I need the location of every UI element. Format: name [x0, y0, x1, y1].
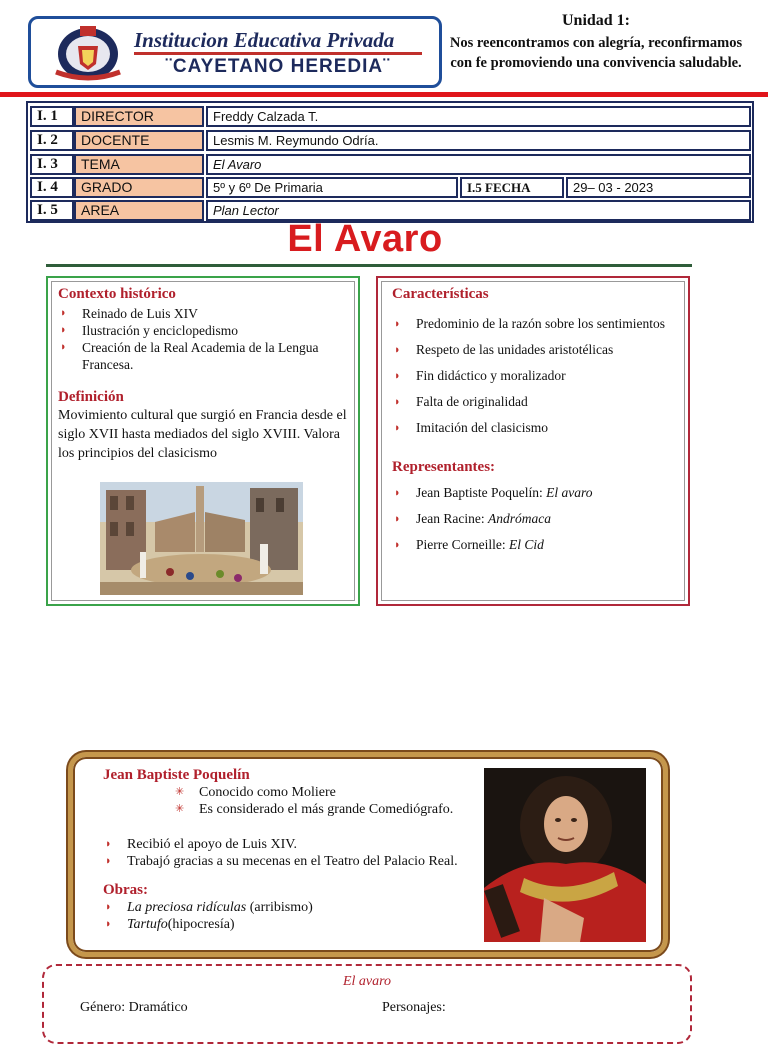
representative-item — [392, 532, 680, 558]
work-note: (arribismo) — [246, 900, 313, 915]
work-note: (hipocresía) — [167, 917, 235, 932]
info-label-area: AREA — [74, 200, 204, 221]
characteristic-item: ◗ Respeto de las unidades aristotélicas — [392, 337, 680, 363]
play-summary-box — [42, 964, 692, 1044]
author-heading: Jean Baptiste Poquelín — [103, 767, 250, 783]
school-seal-icon — [46, 22, 130, 82]
author-fact: ✳ Es considerado el más grande Comediógrafo. — [173, 801, 483, 818]
work-title: La preciosa ridículas — [127, 900, 247, 915]
representative-name: Jean Racine: — [416, 511, 488, 526]
info-num-2: I. 2 — [30, 130, 74, 151]
play-characters-label: Personajes: — [382, 1000, 446, 1015]
representative-name: Jean Baptiste Poquelín: — [416, 485, 547, 500]
characteristics-heading: Características — [392, 286, 489, 302]
work-item — [103, 899, 483, 916]
characteristic-item: ◗ Predominio de la razón sobre los sentimientos — [392, 311, 680, 337]
representative-item — [392, 506, 680, 532]
info-value-area: Plan Lector — [206, 200, 751, 221]
representative-name: Pierre Corneille: — [416, 537, 509, 552]
definition-text: Movimiento cultural que surgió en Francia desde el siglo XVII hasta mediados del siglo XVIII. Valora los principios del clasicismo — [58, 408, 347, 461]
characteristics-box — [376, 276, 690, 606]
work-item — [103, 916, 483, 933]
representatives-heading: Representantes: — [392, 459, 496, 475]
info-label-grado: GRADO — [74, 177, 204, 198]
info-value-fecha: 29– 03 - 2023 — [566, 177, 751, 198]
title-underline — [46, 264, 692, 267]
info-num-1: I. 1 — [30, 106, 74, 127]
school-name-line2: ¨CAYETANO HEREDIA¨ — [165, 56, 391, 77]
header-red-rule — [0, 92, 768, 97]
representative-work: Andrómaca — [487, 511, 551, 526]
characteristic-item: ◗ Fin didáctico y moralizador — [392, 363, 680, 389]
work-title: Tartufo — [127, 917, 168, 932]
author-fact: ◗ Recibió el apoyo de Luis XIV. — [103, 836, 483, 853]
representative-item — [392, 480, 680, 506]
play-genre: Género: Dramático — [80, 1000, 188, 1015]
info-value-grado: 5º y 6º De Primaria — [206, 177, 458, 198]
moliere-portrait — [484, 768, 646, 942]
characteristic-item: ◗ Falta de originalidad — [392, 389, 680, 415]
school-name-line1: Institucion Educativa Privada — [134, 28, 395, 52]
info-label-docente: DOCENTE — [74, 130, 204, 151]
works-heading: Obras: — [103, 882, 148, 898]
school-name-divider — [134, 52, 422, 55]
context-heading: Contexto histórico — [58, 286, 176, 302]
baroque-city-illustration — [100, 482, 303, 595]
author-fact: ◗ Trabajó gracias a su mecenas en el Teatro del Palacio Real. — [103, 853, 483, 870]
info-num-5: I. 5 — [30, 200, 74, 221]
info-value-director: Freddy Calzada T. — [206, 106, 751, 127]
play-summary-title: El avaro — [342, 974, 392, 989]
characteristic-item: ◗ Imitación del clasicismo — [392, 415, 680, 441]
unit-title: Unidad 1: — [561, 12, 631, 29]
context-item: ◗ Reinado de Luis XIV — [58, 305, 350, 322]
info-label-fecha: I.5 FECHA — [460, 177, 564, 198]
unit-description: Nos reencontramos con alegría, reconfirmamos con fe promoviendo una convivencia saludable. — [449, 35, 743, 71]
context-item: ◗ Ilustración y enciclopedismo — [58, 322, 350, 339]
definition-heading: Definición — [58, 389, 124, 405]
info-table — [26, 101, 754, 223]
info-value-docente: Lesmis M. Reymundo Odría. — [206, 130, 751, 151]
representative-work: El Cid — [508, 537, 544, 552]
page-title: El Avaro — [287, 218, 443, 260]
info-value-tema: El Avaro — [206, 154, 751, 175]
representative-work: El avaro — [546, 485, 593, 500]
info-num-3: I. 3 — [30, 154, 74, 175]
info-label-tema: TEMA — [74, 154, 204, 175]
context-item: ◗ Creación de la Real Academia de la Lengua Francesa. — [58, 339, 350, 373]
info-label-director: DIRECTOR — [74, 106, 204, 127]
author-fact: ✳ Conocido como Moliere — [173, 784, 483, 801]
info-num-4: I. 4 — [30, 177, 74, 198]
